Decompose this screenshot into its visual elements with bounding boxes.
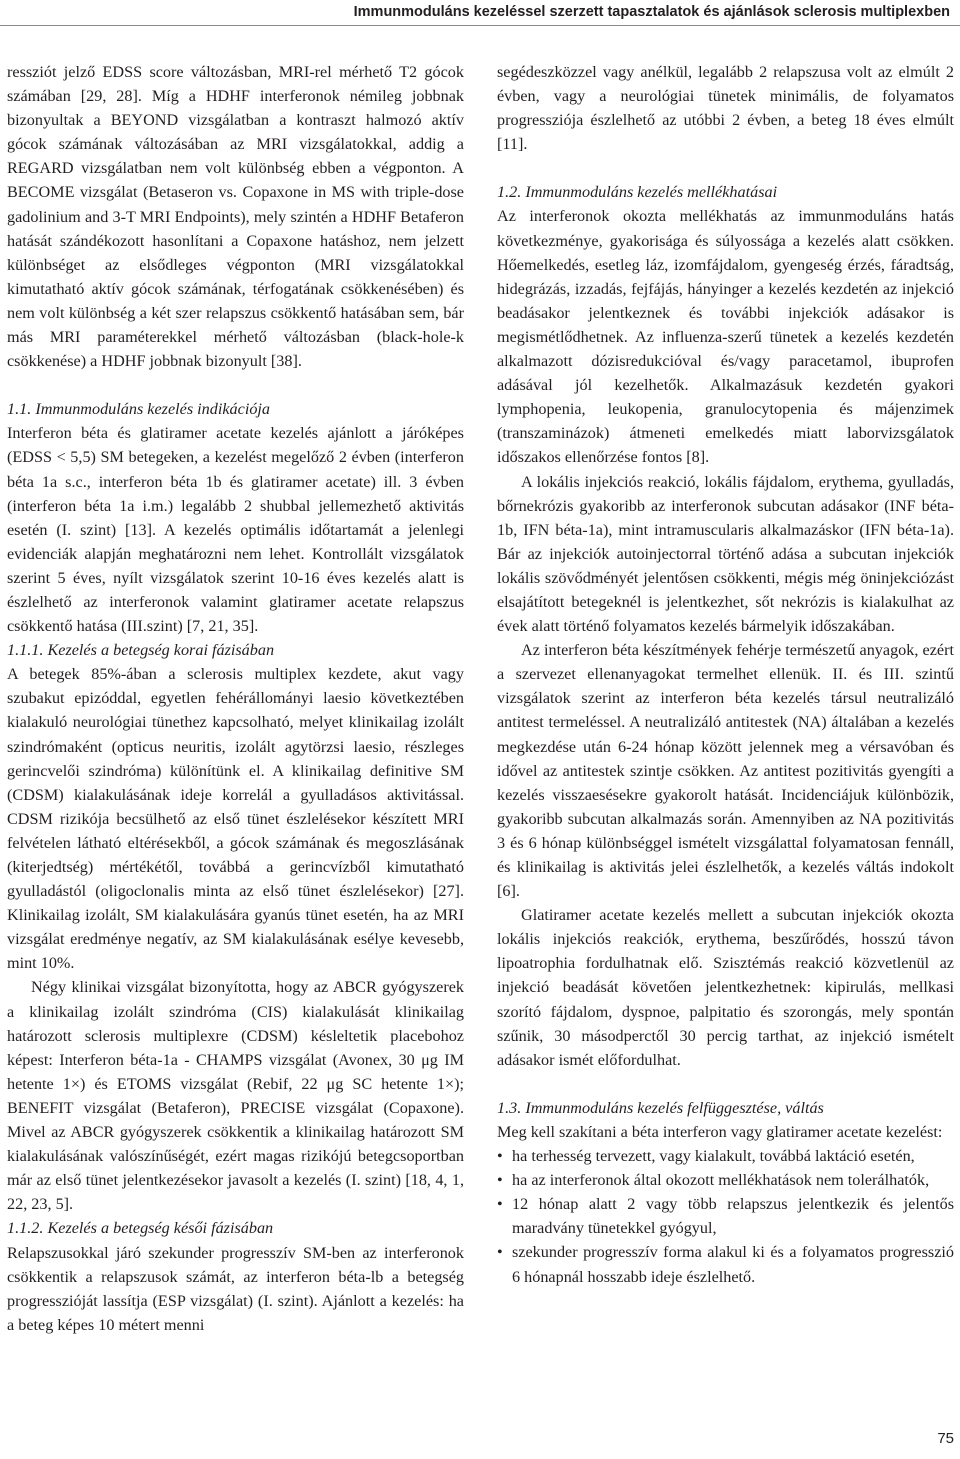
section-heading-1-1-1: 1.1.1. Kezelés a betegség korai fázisában bbox=[7, 641, 275, 660]
paragraph-1-2-d: Glatiramer acetate kezelés mellett a subcutan injekciók okozta lokális injekciós reakciók, erythema, beszűrődés, hosszú távon lipoatrophia fordulhatnak elő. Szisztémás reakció közvetlenül az injekció beadását követően jelentkezhetnek: kipirulás, mellkasi szorító fájdalom, dyspnoe, palpitatio és szorongás, mely spontán szűnik, 30 másodperctől 30 percig tarthat, az injekció ismételt adásakor ismét előfordulhat. bbox=[497, 906, 954, 1069]
bullet-icon: • bbox=[497, 1195, 503, 1214]
paragraph-1-1: Interferon béta és glatiramer acetate kezelés ajánlott a járóképes (EDSS < 5,5) SM betegeken, a kezelést megelőző 2 évben (interferon béta 1a s.c., interferon béta 1b és glatiramer acetate) ill. 3 évben (interferon béta 1a i.m.) legalább 2 shubbal jellemezhető aktivitás esetén (I. szint) [13]. A kezelés optimális időtartamát a jelenlegi evidenciák alapján meghatározni nem lehet. Kontrollált vizsgálatok szerint 5 éves, nyílt vizsgálatok szerint 10-16 éves kezelés alatt is észlelhető az interferonok valamint glatiramer acetate relapszus csökkentő hatása (III.szint) [7, 21, 35]. bbox=[7, 424, 464, 636]
paragraph-1-1-1-a: A betegek 85%-ában a sclerosis multiplex kezdete, akut vagy szubakut epizóddal, egyetlen fehérállományi laesio következtében kialakuló neurológiai tünethez kapcsolható, melyet klinikailag izolált szindrómaként (opticus neuritis, izolált agytörzsi laesio, részleges gerincvelői szindróma) különítünk el. A klinikailag definitive SM (CDSM) kialakulásának ideje korrelál a gyulladásos aktivitással. CDSM rizikója becsülhető az első tünet észlelésekor készített MRI felvételen látható eltérésekből, a gócok számának és megoszlásának (kiterjedtség) mértékétől, továbbá a gerincvízből kimutatható gyulladástól (oligoclonalis minta az első tünet észlelésekor) [27]. Klinikailag izolált, SM kialakulására gyanús tünet esetén, ha az MRI vizsgálat eredménye negatív, az SM kialakulásának esélye kevesebb, mint 10%. bbox=[7, 665, 464, 973]
section-heading-1-2: 1.2. Immunmoduláns kezelés mellékhatásai bbox=[497, 183, 778, 202]
bullet-icon: • bbox=[497, 1147, 503, 1166]
paragraph-1-1-1-b: Négy klinikai vizsgálat bizonyította, hogy az ABCR gyógyszerek a klinikailag izolált szindróma (CIS) kialakulását klinikailag határozott sclerosis multiplexre (CDSM) késleltetik placebohoz képest: Interferon béta-1a - CHAMPS vizsgálat (Avonex, 30 μg IM hetente 1×) és ETOMS vizsgálat (Rebif, 22 μg SC hetente 1×); BENEFIT vizsgálat (Betaferon), PRECISE vizsgálat (Copaxone). Mivel az ABCR gyógyszerek csökkentik a klinikailag határozott SM kialakulásának valószínűségét, ezért magas rizikójú betegcsoportban már az első tünet jelentkezésekor javasolt a kezelés (I. szint) [18, 4, 1, 22, 23, 5]. bbox=[7, 978, 464, 1214]
paragraph-1-1-2: Relapszusokkal járó szekunder progresszív SM-ben az interferonok csökkentik a relapszusok számát, az interferon béta-lb a betegség progresszióját lassítja (ESP vizsgálat) (I. szint). Ajánlott a kezelés: ha a beteg képes 10 métert menni bbox=[7, 1243, 464, 1334]
paragraph-1-2-a: Az interferonok okozta mellékhatás az immunmoduláns hatás következménye, gyakorisága és súlyossága a kezelés alatt csökken. Hőemelkedés, esetleg láz, izomfájdalom, gyengeség érzés, fáradtság, hidegrázás, izzadás, fejfájás, hányinger a kezelés kezdetén az injekció beadásakor jelentkeznek és további injekciók adásakor is megismétlődhetnek. Az influenza-szerű tünetek a kezelés kezdetén alkalmazott dózisredukcióval és/vagy paracetamol, ibuprofen adásával jól kezelhetők. Alkalmazásuk kezdetén gyakori lymphopenia, leukopenia, granulocytopenia és májenzimek (transzaminázok) átmeneti emelkedés miatt laborvizsgálatok időszakos ellenőrzése fontos [8]. bbox=[497, 207, 954, 467]
list-item: • szekunder progresszív forma alakul ki és a folyamatos progresszió 6 hónapnál hosszabb ideje észlelhető. bbox=[497, 1240, 954, 1288]
paragraph-1-2-b: A lokális injekciós reakció, lokális fájdalom, erythema, gyulladás, bőrnekrózis gyakoribb az interferonok subcutan adásakor (INF béta-1b, IFN béta-1a), mint intramuscularis alkalmazáskor (IFN béta-1a). Bár az injekciók autoinjectorral történő adása a subcutan injekciók lokális szövődményét jelentősen csökkenti, mégis még öninjekciózást elsajátított betegeknél is jelentkezhet, sőt nekrózis is kialakulhat az évek alatt történő folyamatos kezelés bármelyik időszakában. bbox=[497, 472, 954, 636]
paragraph-intro: ressziót jelző EDSS score változásban, MRI-rel mérhető T2 gócok számában [29, 28]. Míg a HDHF interferonok némileg jobbnak bizonyultak a BEYOND vizsgálatban a kontraszt halmozó aktív gócok számának változásában az MRI vizsgálatokkal, addig a REGARD vizsgálatban nem volt különbség ebben a végponton. A BECOME vizsgálat (Betaseron vs. Copaxone in MS with triple-dose gadolinium and 3-T MRI Endpoints), mely szintén a HDHF Betaferon hatását szándékozott hasonlítani a Copaxone hatáshoz, nem jelzett különbséget az elsődleges végponton (MRI vizsgálatokkal kimutatható aktív gócok számának, térfogatának csökkenésében) és nem volt különbség a két szer relapszus csökkentő hatásában sem, bár más MRI paraméterekkel mérhető változásban (black-hole-k csökkenése) a HDHF jobbnak bizonyult [38]. bbox=[7, 63, 464, 371]
paragraph-1-2-c: Az interferon béta készítmények fehérje természetű anyagok, ezért a szervezet ellenanyagokat termelhet ellenük. II. és III. szintű vizsgálatok szerint az interferon béta kezelés társul neutralizáló antitest termeléssel. A neutralizáló antitestek (NA) általában a kezelés megkezdése után 6-24 hónap között jelennek meg a vérsavóban és idővel az antitestek szintje csökken. Az antitest pozitivitás gyengíti a kezelés visszaesésekre gyakorolt hatását. Incidenciájuk különbözik, gyakoribb subcutan alkalmazás során. Amennyiben az NA pozitivitás 3 és 6 hónap különbséggel ismételt vizsgálattal folyamatosan fennáll, és klinikailag is aktivitás jelei észlelhetők, a kezelés váltás indokolt [6]. bbox=[497, 641, 954, 901]
page-number: 75 bbox=[937, 1430, 954, 1447]
section-heading-1-1: 1.1. Immunmoduláns kezelés indikációja bbox=[7, 400, 270, 419]
header-rule bbox=[0, 25, 960, 26]
bullet-icon: • bbox=[497, 1171, 503, 1190]
paragraph-continued: segédeszközzel vagy anélkül, legalább 2 relapszusa volt az elmúlt 2 évben, vagy a neurológiai tünetek minimális, de folyamatos progressziója észlelhető az utóbbi 2 évben, a beteg 18 éves elmúlt [11]. bbox=[497, 63, 954, 154]
bullet-list bbox=[497, 1144, 954, 1289]
running-header bbox=[0, 0, 960, 28]
right-column bbox=[497, 60, 954, 1289]
left-column bbox=[7, 60, 464, 1337]
list-item: • 12 hónap alatt 2 vagy több relapszus jelentkezik és jelentős maradvány tünetekkel gyógyul, bbox=[497, 1192, 954, 1240]
running-header-title: Immunmoduláns kezeléssel szerzett tapasztalatok és ajánlások sclerosis multiplexben bbox=[353, 4, 950, 20]
list-item: • ha terhesség tervezett, vagy kialakult, továbbá laktáció esetén, bbox=[497, 1144, 954, 1168]
list-item: • ha az interferonok által okozott mellékhatások nem tolerálhatók, bbox=[497, 1168, 954, 1192]
bullet-icon: • bbox=[497, 1243, 503, 1262]
paragraph-1-3: Meg kell szakítani a béta interferon vagy glatiramer acetate kezelést: bbox=[497, 1122, 943, 1141]
section-heading-1-3: 1.3. Immunmoduláns kezelés felfüggesztése, váltás bbox=[497, 1098, 824, 1117]
section-heading-1-1-2: 1.1.2. Kezelés a betegség késői fázisában bbox=[7, 1219, 274, 1238]
